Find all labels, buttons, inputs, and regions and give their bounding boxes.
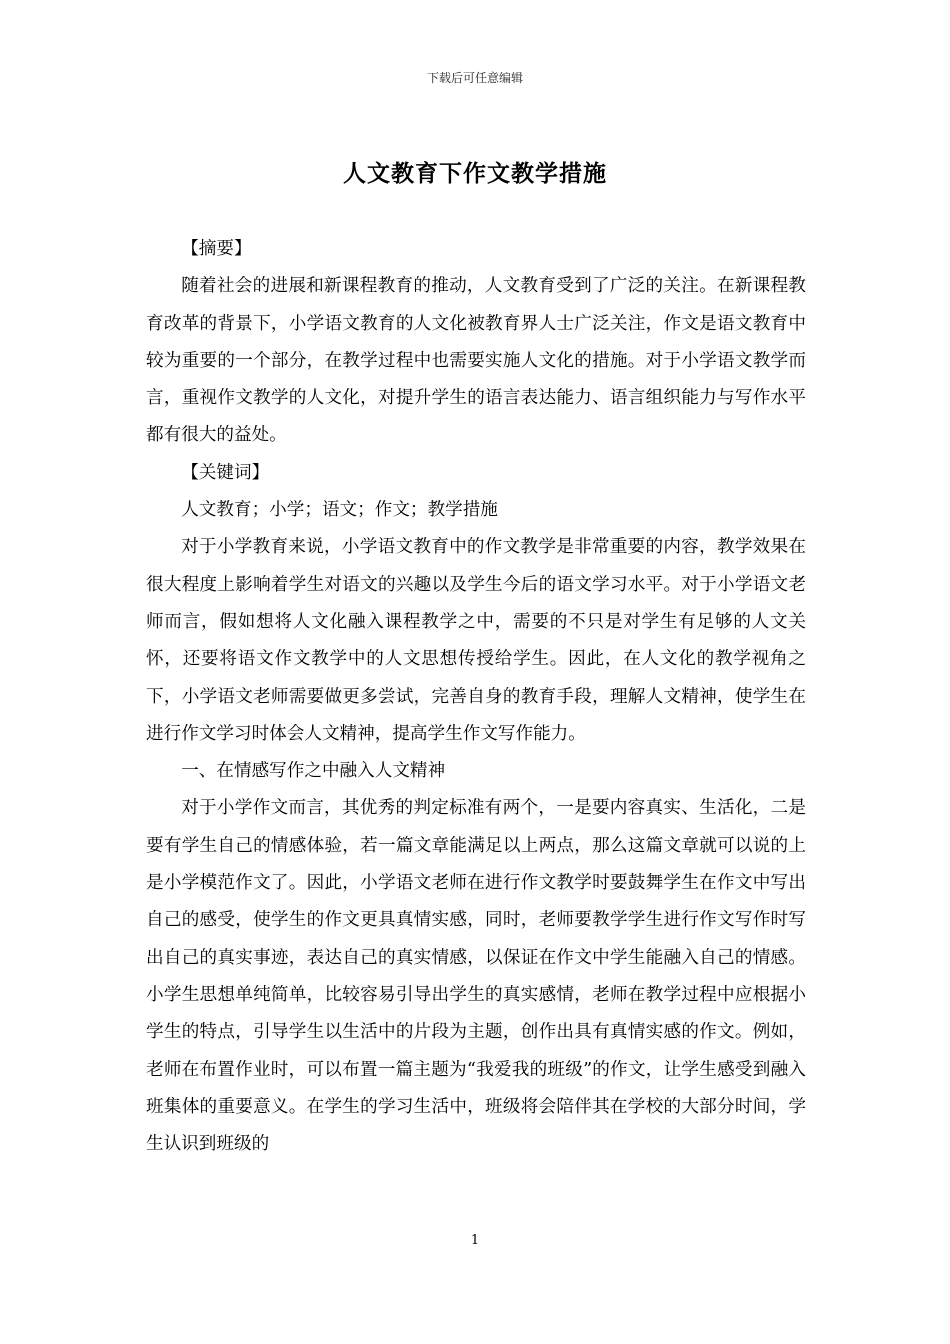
- intro-paragraph: 对于小学教育来说，小学语文教育中的作文教学是非常重要的内容，教学效果在很大程度上影响着学生对语文的兴趣以及学生今后的语文学习水平。对于小学语文老师而言，假如想将人文化融入课程教学之中，需要的不只是对学生有足够的人文关怀，还要将语文作文教学中的人文思想传授给学生。因此，在人文化的教学视角之下，小学语文老师需要做更多尝试，完善自身的教育手段，理解人文精神，使学生在进行作文学习时体会人文精神，提高学生作文写作能力。: [146, 537, 806, 744]
- section-heading-1: 一、在情感写作之中融入人文精神: [181, 761, 446, 782]
- keywords-heading: 【关键词】: [181, 462, 270, 483]
- abstract-paragraph: 随着社会的进展和新课程教育的推动，人文教育受到了广泛的关注。在新课程教育改革的背景下，小学语文教育的人文化被教育界人士广泛关注，作文是语文教育中较为重要的一个部分，在教学过程中也需要实施人文化的措施。对于小学语文教学而言，重视作文教学的人文化，对提升学生的语言表达能力、语言组织能力与写作水平都有很大的益处。: [146, 276, 806, 446]
- document-body: [146, 231, 806, 1163]
- page-header-note: 下载后可任意编辑: [426, 71, 523, 85]
- section-1-paragraph: 对于小学作文而言，其优秀的判定标准有两个，一是要内容真实、生活化，二是要有学生自己的情感体验，若一篇文章能满足以上两点，那么这篇文章就可以说的上是小学模范作文了。因此，小学语文老师在进行作文教学时要鼓舞学生在作文中写出自己的感受，使学生的作文更具真情实感，同时，老师要教学学生进行作文写作时写出自己的真实事迹，表达自己的真实情感，以保证在作文中学生能融入自己的情感。小学生思想单纯简单，比较容易引导出学生的真实感情，老师在教学过程中应根据小学生的特点，引导学生以生活中的片段为主题，创作出具有真情实感的作文。例如，老师在布置作业时，可以布置一篇主题为“我爱我的班级”的作文，让学生感受到融入班集体的重要意义。在学生的学习生活中，班级将会陪伴其在学校的大部分时间，学生认识到班级的: [146, 798, 806, 1155]
- keywords-paragraph: 人文教育；小学；语文；作文；教学措施: [181, 500, 498, 521]
- abstract-heading: 【摘要】: [181, 239, 252, 259]
- document-title: 人文教育下作文教学措施: [343, 160, 607, 187]
- page-number: 1: [470, 1233, 480, 1248]
